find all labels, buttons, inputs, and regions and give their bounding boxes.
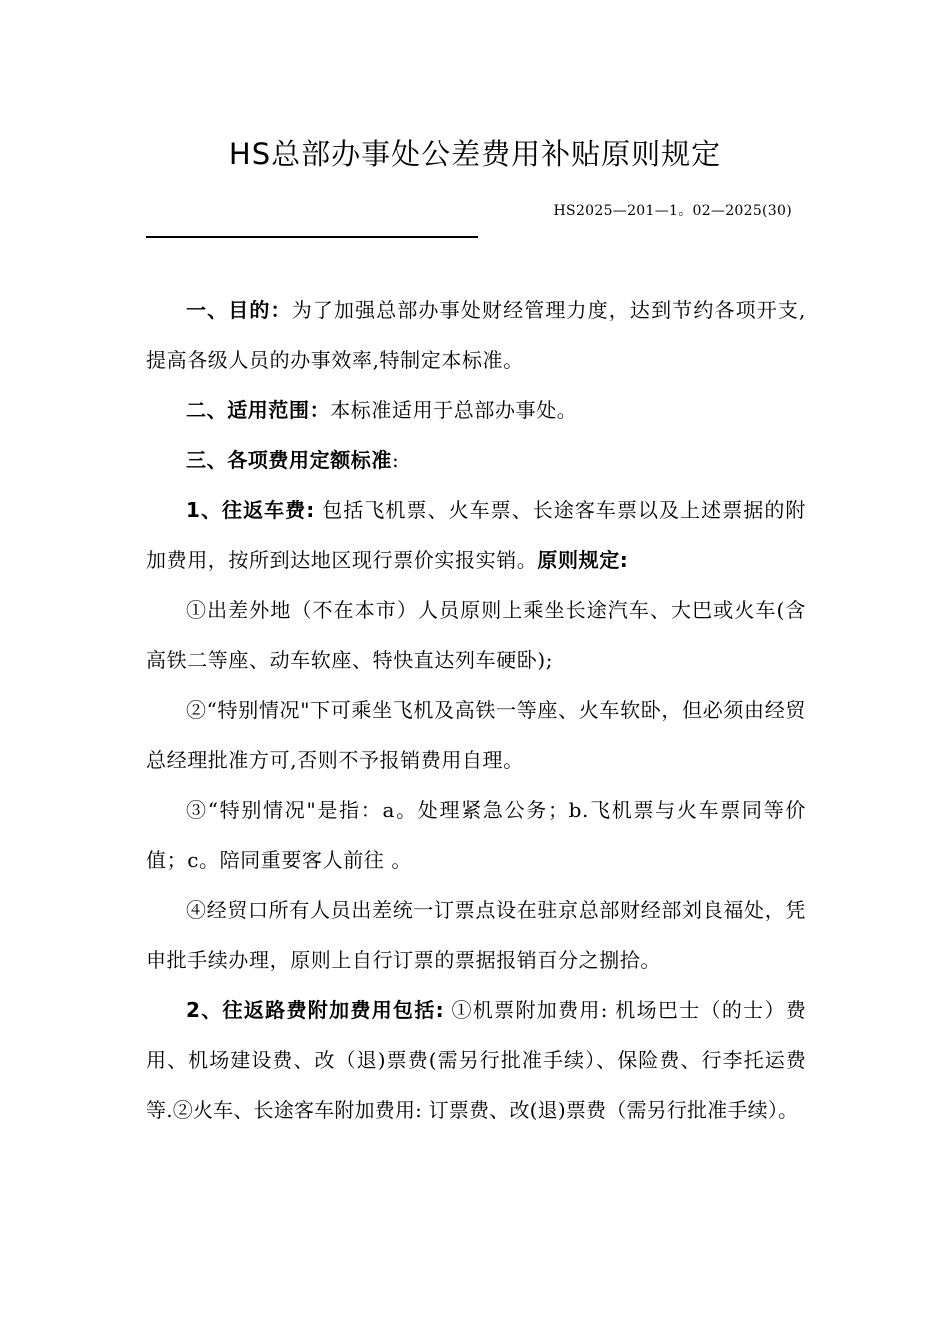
fare-rule-3: ③“特别情况"是指：a。处理紧急公务；b.飞机票与火车票同等价值；c。陪同重要客人前往 。 bbox=[146, 798, 806, 872]
section-surcharge bbox=[146, 985, 806, 1135]
header-rule bbox=[146, 236, 478, 238]
surcharge-heading: 2、往返路费附加费用包括: bbox=[186, 998, 444, 1022]
document-body bbox=[146, 285, 806, 1135]
fare-rule-2: ②“特别情况"下可乘坐飞机及高铁一等座、火车软卧，但必须由经贸总经理批准方可,否则不予报销费用自理。 bbox=[146, 698, 806, 772]
fare-rule-4: ④经贸口所有人员出差统一订票点设在驻京总部财经部刘良福处，凭申批手续办理，原则上自行订票的票据报销百分之捌拾。 bbox=[146, 898, 806, 972]
fare-heading: 1、往返车费: bbox=[186, 498, 315, 522]
document-code: HS2025—201—1。02—2025(30) bbox=[553, 203, 792, 219]
purpose-heading: 一、目的： bbox=[186, 298, 292, 322]
section-purpose bbox=[146, 285, 806, 385]
fare-rule-1: ①出差外地（不在本市）人员原则上乘坐长途汽车、大巴或火车(含高铁二等座、动车软座、特快直达列车硬卧); bbox=[146, 598, 806, 672]
section-fare bbox=[146, 485, 806, 585]
scope-heading: 二、适用范围： bbox=[186, 398, 331, 422]
fare-text: 包括飞机票、火车票、长途客车票以及上述票据的附加费用，按所到达地区现行票价实报实销。 bbox=[146, 498, 806, 572]
purpose-text: 为了加强总部办事处财经管理力度，达到节约各项开支,提高各级人员的办事效率,特制定本标准。 bbox=[146, 298, 807, 372]
standards-heading: 三、各项费用定额标准 bbox=[186, 448, 392, 472]
document-title: HS总部办事处公差费用补贴原则规定 bbox=[228, 137, 722, 171]
scope-text: 本标准适用于总部办事处。 bbox=[330, 398, 578, 422]
surcharge-text: ①机票附加费用: 机场巴士（的士）费用、机场建设费、改（退)票费(需另行批准手续）、保险费、行李托运费等.②火车、长途客车附加费用: 订票费、改(退)票费（需另行批准手续）。 bbox=[146, 998, 806, 1122]
section-scope bbox=[146, 385, 806, 435]
section-standards bbox=[146, 435, 806, 485]
fare-rule-label: 原则规定: bbox=[537, 548, 629, 572]
standards-heading-suffix: : bbox=[392, 448, 400, 472]
